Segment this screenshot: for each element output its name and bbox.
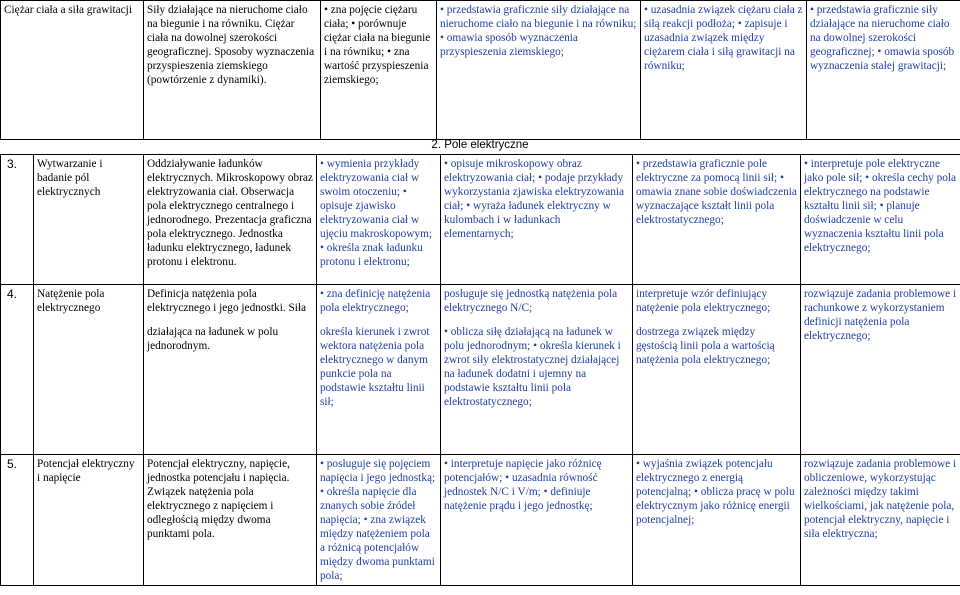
- requirement-cell: [317, 285, 441, 455]
- requirement-cell: [441, 285, 633, 455]
- content-cell: [144, 285, 317, 455]
- requirement-text: • zna definicję natężenia pola elektrycznego;: [320, 288, 431, 314]
- requirement-cell: • uzasadnia związek ciężaru ciała z siłą reakcji podłoża; • zapisuje i uzasadnia związek między ciężarem ciała i siłą grawitacji na równiku;: [641, 1, 807, 140]
- requirement-cell: • posługuje się pojęciem napięcia i jego jednostką; • określa napięcie dla znanych sobie źródeł napięcia; • zna związek między natężeniem pola a różnicą potencjałów między dwoma punktami pola;: [317, 455, 441, 586]
- content-cell: Oddziaływanie ładunków elektrycznych. Mikroskopowy obraz elektryzowania ciał. Obserwacja pola elektrycznego centralnego i jednorodnego. Prezentacja graficzna pola elektrycznego. Jednostka ładunku elektrycznego, ładunek protonu i elektronu.: [144, 155, 317, 285]
- requirement-cell: • opisuje mikroskopowy obraz elektryzowania ciał; • podaje przykłady wykorzystania zjawiska elektryzowania ciał; • wyraża ładunek elektryczny w kulombach i w ładunkach elementarnych;: [441, 155, 633, 285]
- requirement-cell: rozwiązuje zadania problemowe i obliczeniowe, wykorzystując zależności między takimi wielkościami, jak natężenie pola, potencjał elektryczny, napięcie i siła elektryczna;: [801, 455, 960, 586]
- requirement-text: dostrzega związek między gęstością linii pola a wartością natężenia pola elektrycznego;: [636, 326, 775, 366]
- topic-cell: Natężenie pola elektrycznego: [34, 285, 144, 455]
- table-row: [1, 1, 960, 140]
- electric-field-table: [0, 154, 960, 586]
- table-row: [1, 285, 960, 455]
- requirement-cell: • interpretuje pole elektryczne jako pole sił; • określa cechy pola elektrycznego na podstawie kształtu linii sił; • planuje doświadczenie w celu wyznaczenia kształtu linii pola elektrycznego;: [801, 155, 960, 285]
- requirement-cell: • przedstawia graficznie siły działające na nieruchome ciało na biegunie i na równiku; • omawia sposób wyznaczenia przyspieszenia ziemskiego;: [437, 1, 641, 140]
- content-cell: Potencjał elektryczny, napięcie, jednostka potencjału i napięcia. Związek natężenia pola elektrycznego z napięciem i odległością między dwoma punktami pola.: [144, 455, 317, 586]
- content-text: Definicja natężenia pola elektrycznego i jego jednostki. Siła: [147, 288, 307, 314]
- requirement-text: • oblicza siłę działającą na ładunek w polu jednorodnym; • określa kierunek i zwrot siły elektrostatycznej działającej na ładunek dodatni i ujemny na podstawie kształtu linii pola elektrostatycznego;: [444, 326, 621, 408]
- content-text: działająca na ładunek w polu jednorodnym.: [147, 326, 279, 352]
- row-number: 4.: [1, 285, 34, 455]
- table-row: [1, 155, 960, 285]
- table-row: [1, 455, 960, 586]
- row-number: 3.: [1, 155, 34, 285]
- requirement-cell: • przedstawia graficznie siły działające na nieruchome ciało na dowolnej szerokości geograficznej; • omawia sposób wyznaczenia stałej grawitacji;: [807, 1, 960, 140]
- requirement-text: określa kierunek i zwrot wektora natężenia pola elektrycznego w danym punkcie pola na podstawie kształtu linii sił;: [320, 326, 430, 408]
- requirement-text: interpretuje wzór definiujący natężenie pola elektrycznego;: [636, 288, 771, 314]
- requirement-cell: [633, 285, 801, 455]
- gravity-table: [0, 0, 960, 140]
- requirement-cell: • przedstawia graficznie pole elektryczne za pomocą linii sił; • omawia znane sobie doświadczenia wyznaczające kształt linii pola elektrostatycznego;: [633, 155, 801, 285]
- row-number: 5.: [1, 455, 34, 586]
- requirement-cell: • zna pojęcie ciężaru ciała; • porównuje ciężar ciała na biegunie i na równiku; • zna wartość przyspieszenia ziemskiego;: [321, 1, 437, 140]
- requirement-cell: rozwiązuje zadania problemowe i rachunkowe z wykorzystaniem definicji natężenia pola elektrycznego;: [801, 285, 960, 455]
- requirement-text: posługuje się jednostką natężenia pola elektrycznego N/C;: [444, 288, 618, 314]
- topic-cell: Wytwarzanie i badanie pól elektrycznych: [34, 155, 144, 285]
- section-title: 2. Pole elektryczne: [431, 139, 529, 151]
- requirement-cell: • interpretuje napięcie jako różnicę potencjałów; • uzasadnia równość jednostek N/C i V/m; • definiuje natężenie prądu i jego jednostkę;: [441, 455, 633, 586]
- requirement-cell: • wyjaśnia związek potencjału elektrycznego z energią potencjalną; • oblicza pracę w polu elektrycznym jako różnicę energii potencjalnej;: [633, 455, 801, 586]
- requirement-cell: • wymienia przykłady elektryzowania ciał w swoim otoczeniu; • opisuje zjawisko elektryzowania ciał w ujęciu makroskopowym; • określa znak ładunku protonu i elektronu;: [317, 155, 441, 285]
- topic-cell: Potencjał elektryczny i napięcie: [34, 455, 144, 586]
- topic-cell: Ciężar ciała a siła grawitacji: [1, 1, 144, 140]
- content-cell: Siły działające na nieruchome ciało na biegunie i na równiku. Ciężar ciała na dowolnej szerokości geograficznej. Sposoby wyznaczenia przyspieszenia ziemskiego (powtórzenie z dynamiki).: [144, 1, 321, 140]
